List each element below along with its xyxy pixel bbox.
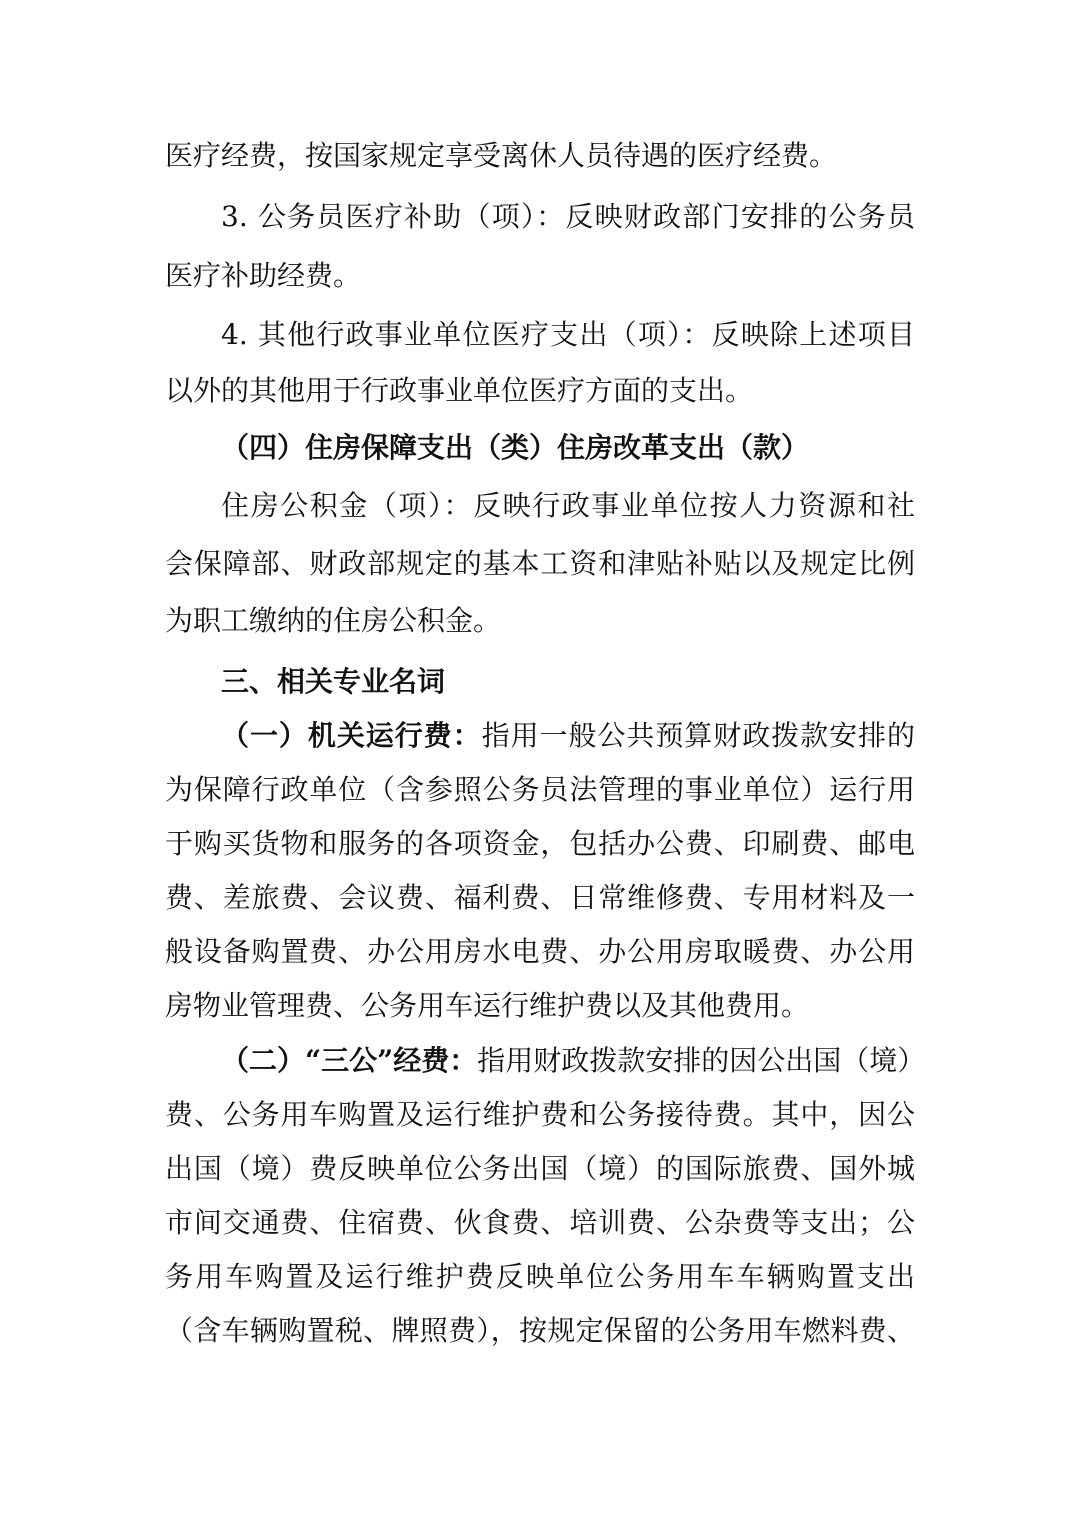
paragraph-line: [221, 313, 915, 357]
paragraph-line: [165, 984, 915, 1028]
paragraph-line: [165, 768, 915, 812]
text-run: 3. 公务员医疗补助（项）：反映财政部门安排的公务员: [221, 200, 915, 233]
text-run: 医疗补助经费。: [165, 259, 362, 292]
section-heading: [221, 426, 915, 470]
text-run: 指用财政拨款安排的因公出国（境）: [477, 1044, 926, 1077]
paragraph-line: [221, 714, 915, 758]
term-label: （一）机关运行费：: [221, 719, 482, 752]
paragraph-line: [165, 542, 915, 586]
term-label: （二）“三公”经费：: [221, 1044, 478, 1077]
paragraph-line: [165, 369, 915, 413]
heading-text: （四）住房保障支出（类）住房改革支出（款）: [221, 431, 810, 464]
text-run: 为职工缴纳的住房公积金。: [165, 604, 502, 637]
text-run: 出国（境）费反映单位公务出国（境）的国际旅费、国外城: [165, 1152, 915, 1185]
paragraph-line: [165, 1309, 915, 1353]
text-run: 费、差旅费、会议费、福利费、日常维修费、专用材料及一: [165, 881, 915, 914]
paragraph-line: [221, 484, 915, 528]
paragraph-line: [165, 1255, 915, 1299]
text-run: （含车辆购置税、牌照费），按规定保留的公务用车燃料费、: [165, 1314, 915, 1347]
paragraph-line: [165, 822, 915, 866]
paragraph-line: [165, 930, 915, 974]
text-run: 市间交通费、住宿费、伙食费、培训费、公杂费等支出；公: [165, 1206, 915, 1239]
text-run: 4. 其他行政事业单位医疗支出（项）：反映除上述项目: [221, 318, 915, 351]
paragraph-line: [165, 876, 915, 920]
text-run: 般设备购置费、办公用房水电费、办公用房取暖费、办公用: [165, 935, 915, 968]
text-run: 医疗经费，按国家规定享受离休人员待遇的医疗经费。: [165, 139, 838, 172]
text-run: 会保障部、财政部规定的基本工资和津贴补贴以及规定比例: [165, 547, 915, 580]
paragraph-line: [165, 134, 915, 178]
paragraph-line: [221, 1039, 926, 1083]
paragraph-line: [165, 254, 915, 298]
text-run: 指用一般公共预算财政拨款安排的: [481, 719, 915, 752]
text-run: 为保障行政单位（含参照公务员法管理的事业单位）运行用: [165, 773, 915, 806]
paragraph-line: [221, 195, 915, 239]
paragraph-line: [165, 1093, 915, 1137]
heading-text: 三、相关专业名词: [221, 665, 446, 698]
paragraph-line: [165, 1201, 915, 1245]
text-run: 房物业管理费、公务用车运行维护费以及其他费用。: [165, 989, 810, 1022]
text-run: 于购买货物和服务的各项资金，包括办公费、印刷费、邮电: [165, 827, 915, 860]
text-run: 以外的其他用于行政事业单位医疗方面的支出。: [165, 374, 754, 407]
text-run: 住房公积金（项）：反映行政事业单位按人力资源和社: [221, 489, 915, 522]
text-run: 务用车购置及运行维护费反映单位公务用车车辆购置支出: [165, 1260, 915, 1293]
paragraph-line: [165, 1147, 915, 1191]
text-run: 费、公务用车购置及运行维护费和公务接待费。其中，因公: [165, 1098, 915, 1131]
paragraph-line: [165, 599, 915, 643]
section-heading: [221, 660, 915, 704]
